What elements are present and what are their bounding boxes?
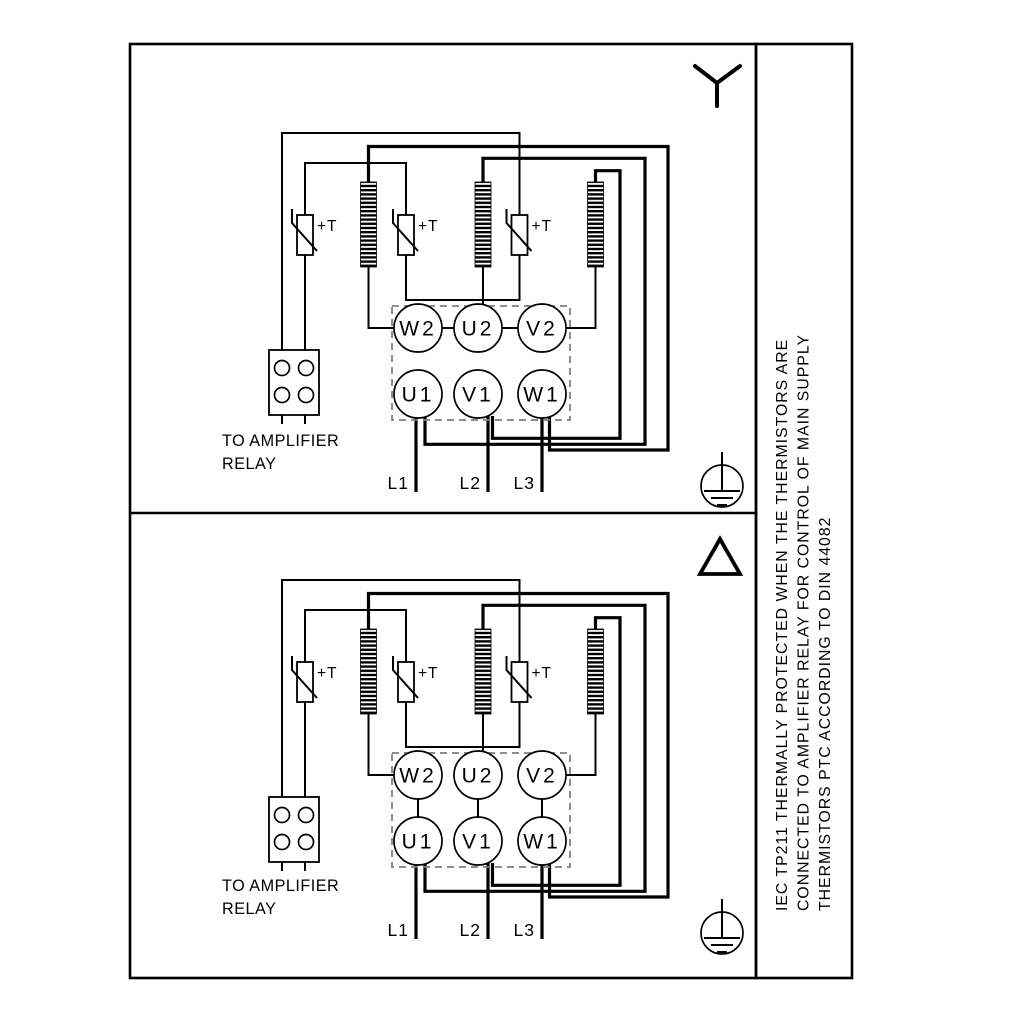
supply-label-L2: L2 <box>459 473 481 493</box>
thermistor-label-3: +T <box>531 218 553 235</box>
star-panel <box>222 66 743 507</box>
star-connection-icon <box>695 66 740 106</box>
terminal-label-W1: W1 <box>523 383 561 407</box>
delta-panel <box>222 539 743 954</box>
terminal-label-V2: V2 <box>526 317 558 341</box>
supply-label-L1: L1 <box>387 920 409 940</box>
thermistor-label-2: +T <box>418 218 439 235</box>
relay-note-line2: RELAY <box>222 455 277 473</box>
relay-note-line1: TO AMPLIFIER <box>222 432 340 450</box>
terminal-label-W2: W2 <box>399 317 437 341</box>
terminal-label-W1: W1 <box>523 830 561 854</box>
thermistor-label-3: +T <box>531 665 553 682</box>
terminal-label-V2: V2 <box>526 764 558 788</box>
delta-bridge-links <box>418 799 542 817</box>
relay-note-line1: TO AMPLIFIER <box>222 877 340 895</box>
thermistor-label-1: +T <box>317 665 338 682</box>
terminal-label-U1: U1 <box>401 830 435 854</box>
thermistor-label-1: +T <box>317 218 338 235</box>
terminal-label-U2: U2 <box>461 764 495 788</box>
delta-connection-icon <box>700 539 740 574</box>
side-note-line2: CONNECTED TO AMPLIFIER RELAY FOR CONTROL OF MAIN SUPPLY <box>795 334 813 911</box>
terminal-label-U1: U1 <box>401 383 435 407</box>
side-note <box>774 334 834 911</box>
side-note-line3: THERMISTORS PTC ACCORDING TO DIN 44082 <box>817 516 834 911</box>
supply-label-L2: L2 <box>459 920 481 940</box>
relay-note-line2: RELAY <box>222 900 277 918</box>
thermistor-label-2: +T <box>418 665 439 682</box>
terminal-label-V1: V1 <box>462 383 494 407</box>
side-note-line1: IEC TP211 THERMALLY PROTECTED WHEN THE THERMISTORS ARE <box>774 338 791 911</box>
terminal-label-V1: V1 <box>462 830 494 854</box>
supply-label-L1: L1 <box>387 473 409 493</box>
terminal-label-U2: U2 <box>461 317 495 341</box>
diagram-border <box>130 44 756 978</box>
supply-label-L3: L3 <box>513 473 535 493</box>
terminal-label-W2: W2 <box>399 764 437 788</box>
supply-label-L3: L3 <box>513 920 535 940</box>
